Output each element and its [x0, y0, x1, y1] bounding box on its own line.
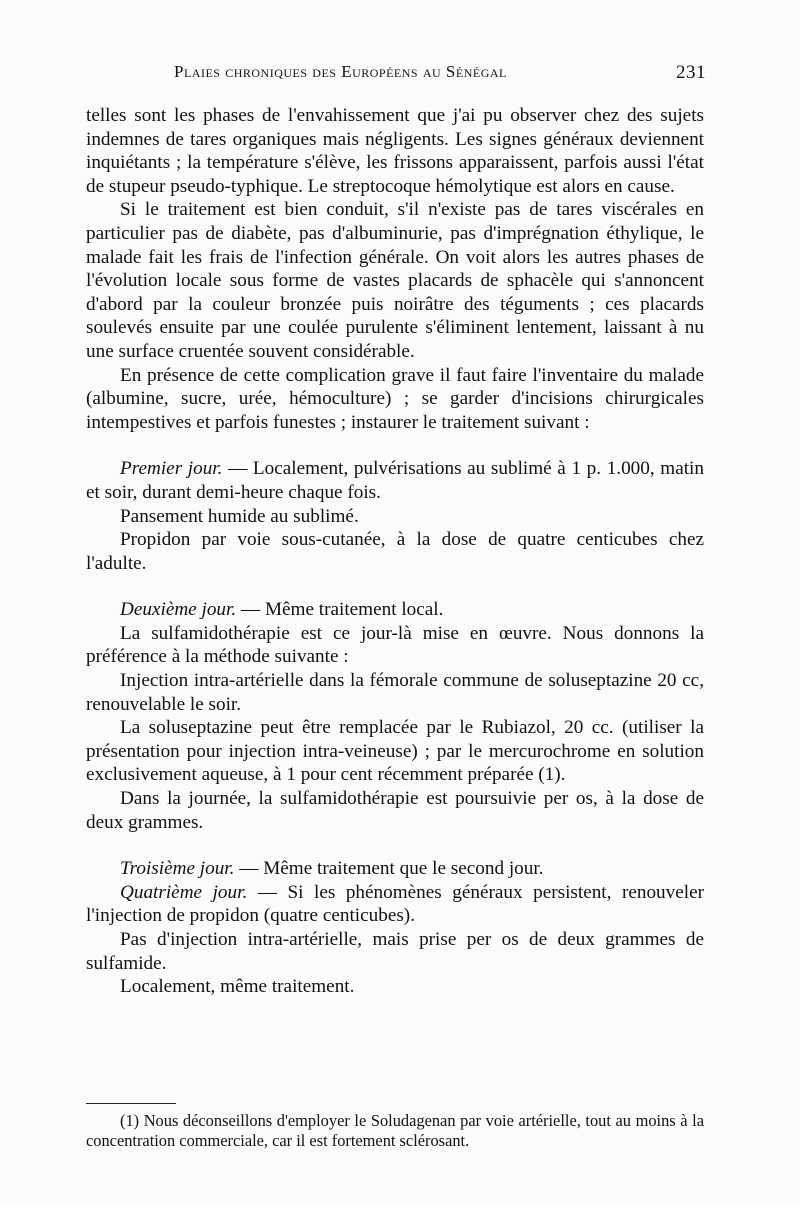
day-text: — Localement, pulvérisations au sublimé à 1 p. 1.000, matin et soir, durant demi-heure chaque fois.: [86, 458, 704, 503]
page-number: 231: [676, 62, 706, 83]
paragraph: Pansement humide au sublimé.: [120, 505, 359, 527]
paragraph: Pas d'injection intra-artérielle, mais prise per os de deux grammes de sulfamide.: [86, 929, 704, 974]
paragraph: La sulfamidothérapie est ce jour-là mise en œuvre. Nous donnons la préférence à la méthode suivante :: [86, 622, 704, 668]
day-label: Deuxième jour.: [120, 599, 237, 621]
footnote-rule: [86, 1103, 176, 1104]
day-label: Premier jour.: [120, 458, 223, 480]
footnote: [86, 1111, 704, 1151]
day-label: Quatrième jour.: [120, 881, 248, 903]
running-title: Plaies chroniques des Européens au Sénégal: [174, 62, 507, 81]
day-four-paragraph: [86, 881, 704, 928]
day-one-paragraph: [86, 457, 704, 504]
paragraph: En présence de cette complication grave il faut faire l'inventaire du malade (albumine, sucre, urée, hémoculture) ; se garder d'incisions chirurgicales intempestives et parfois funestes ; instaurer le traitement suivant :: [86, 364, 704, 433]
spacer: [86, 575, 704, 598]
day-text: — Même traitement local.: [236, 599, 444, 621]
footnote-text: (1) Nous déconseillons d'employer le Soludagenan par voie artérielle, tout au moins à la concentration commerciale, car il est fortement sclérosant.: [86, 1111, 704, 1150]
paragraph: Dans la journée, la sulfamidothérapie est poursuivie per os, à la dose de deux grammes.: [86, 788, 704, 833]
spacer: [86, 434, 704, 457]
paragraph: Si le traitement est bien conduit, s'il n'existe pas de tares viscérales en particulier pas de diabète, pas d'albuminurie, pas d'imprégnation éthylique, le malade fait les frais de l'infection générale. On voit alors les autres phases de l'évolution locale sous forme de vastes placards de sphacèle qui s'annoncent d'abord par la couleur bronzée puis noirâtre des téguments ; ces placards soulevés ensuite par une coulée purulente s'éliminent lentement, laissant à nu une surface cruentée souvent considérable.: [86, 199, 704, 362]
spacer: [86, 834, 704, 857]
day-text: — Même traitement que le second jour.: [234, 858, 544, 880]
paragraph: telles sont les phases de l'envahissement que j'ai pu observer chez des sujets indemnes de tares organiques mais négligents. Les signes généraux deviennent inquiétants ; la température s'élève, les frissons apparaissent, parfois aussi l'état de stupeur pseudo-typhique. Le streptocoque hémolytique est alors en cause.: [86, 105, 704, 197]
day-three-paragraph: [86, 857, 704, 881]
day-label: Troisième jour.: [120, 858, 235, 880]
paragraph: La soluseptazine peut être remplacée par le Rubiazol, 20 cc. (utiliser la présentation pour injection intra-veineuse) ; par le mercurochrome en solution exclusivement aqueuse, à 1 pour cent récemment préparée (1).: [86, 717, 704, 786]
paragraph: Injection intra-artérielle dans la fémorale commune de soluseptazine 20 cc, renouvelable le soir.: [86, 670, 704, 715]
paragraph: Propidon par voie sous-cutanée, à la dose de quatre centicubes chez l'adulte.: [86, 529, 704, 574]
paragraph: Localement, même traitement.: [120, 976, 355, 998]
day-text: — Si les phénomènes généraux persistent, renouveler l'injection de propidon (quatre centicubes).: [86, 881, 704, 927]
page-body: [86, 104, 704, 999]
day-two-paragraph: [86, 598, 704, 622]
